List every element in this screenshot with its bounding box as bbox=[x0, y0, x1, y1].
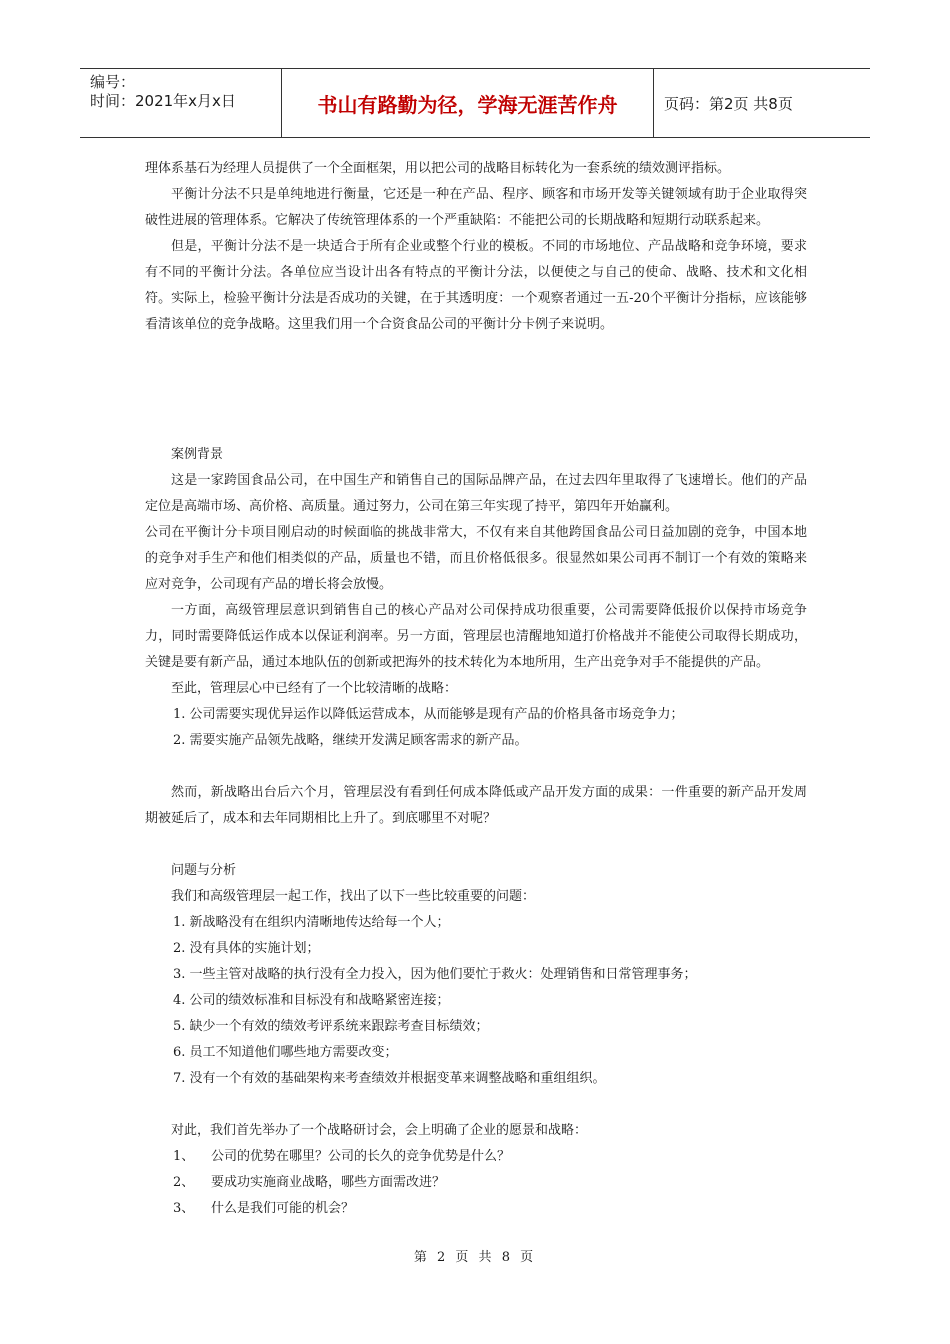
paragraph: 但是，平衡计分法不是一块适合于所有企业或整个行业的模板。不同的市场地位、产品战略和竞争环境，要求有不同的平衡计分法。各单位应当设计出各有特点的平衡计分法，以便使之与自己的使命、战略、技术和文化相符。实际上，检验平衡计分法是否成功的关键，在于其透明度：一个观察者通过一五-20个平衡计分指标，应该能够看清该单位的竞争战略。这里我们用一个合资食品公司的平衡计分卡例子来说明。 bbox=[145, 239, 807, 332]
list-item: 3. 一些主管对战略的执行没有全力投入，因为他们要忙于救火：处理销售和日常管理事务； bbox=[173, 967, 697, 982]
list-item: 7. 没有一个有效的基础架构来考查绩效并根据变革来调整战略和重组组织。 bbox=[173, 1071, 606, 1086]
list-item bbox=[145, 1196, 807, 1222]
list-item: 1. 新战略没有在组织内清晰地传达给每一个人； bbox=[173, 915, 450, 930]
list-item: 6. 员工不知道他们哪些地方需要改变； bbox=[173, 1045, 398, 1060]
list-item: 5. 缺少一个有效的绩效考评系统来跟踪考查目标绩效； bbox=[173, 1019, 489, 1034]
list-item: 2. 需要实施产品领先战略，继续开发满足顾客需求的新产品。 bbox=[173, 733, 528, 748]
paragraph: 至此，管理层心中已经有了一个比较清晰的战略： bbox=[171, 681, 458, 696]
list-item bbox=[145, 1144, 807, 1170]
paragraph: 我们和高级管理层一起工作，找出了以下一些比较重要的问题： bbox=[171, 889, 536, 904]
list-item: 2. 没有具体的实施计划； bbox=[173, 941, 320, 956]
list-item: 4. 公司的绩效标准和目标没有和战略紧密连接； bbox=[173, 993, 450, 1008]
footer-page-number: 第 2 页 共 8 页 bbox=[413, 1250, 537, 1265]
document-body bbox=[145, 156, 807, 1222]
paragraph: 对此，我们首先举办了一个战略研讨会，会上明确了企业的愿景和战略： bbox=[171, 1123, 588, 1138]
time-label: 时间：2021年x月x日 bbox=[90, 92, 236, 110]
number-label: 编号： bbox=[90, 73, 136, 91]
section-title: 问题与分析 bbox=[171, 863, 237, 878]
header-page-label: 页码：第2页 共8页 bbox=[664, 94, 793, 113]
paragraph: 理体系基石为经理人员提供了一个全面框架，用以把公司的战略目标转化为一套系统的绩效测评指标。 bbox=[145, 161, 731, 176]
list-text: 什么是我们可能的机会？ bbox=[211, 1201, 355, 1216]
list-text: 公司的优势在哪里？公司的长久的竞争优势是什么？ bbox=[211, 1149, 511, 1164]
paragraph: 然而，新战略出台后六个月，管理层没有看到任何成本降低或产品开发方面的成果：一件重要的新产品开发周期被延后了，成本和去年同期相比上升了。到底哪里不对呢？ bbox=[145, 785, 807, 826]
list-number: 1、 bbox=[173, 1149, 195, 1164]
section-title: 案例背景 bbox=[171, 447, 224, 462]
paragraph: 这是一家跨国食品公司，在中国生产和销售自己的国际品牌产品，在过去四年里取得了飞速增长。他们的产品定位是高端市场、高价格、高质量。通过努力，公司在第三年实现了持平，第四年开始赢利。 bbox=[145, 473, 807, 514]
list-item: 1. 公司需要实现优异运作以降低运营成本，从而能够是现有产品的价格具备市场竞争力； bbox=[173, 707, 684, 722]
list-number: 3、 bbox=[173, 1201, 195, 1216]
paragraph: 一方面，高级管理层意识到销售自己的核心产品对公司保持成功很重要，公司需要降低报价以保持市场竞争力，同时需要降低运作成本以保证利润率。另一方面，管理层也清醒地知道打价格战并不能使公司取得长期成功，关键是要有新产品，通过本地队伍的创新或把海外的技术转化为本地所用，生产出竞争对手不能提供的产品。 bbox=[145, 603, 807, 670]
paragraph: 平衡计分法不只是单纯地进行衡量，它还是一种在产品、程序、顾客和市场开发等关键领域有助于企业取得突破性进展的管理体系。它解决了传统管理体系的一个严重缺陷：不能把公司的长期战略和短期行动联系起来。 bbox=[145, 187, 807, 228]
page-footer bbox=[0, 1246, 950, 1265]
paragraph: 公司在平衡计分卡项目刚启动的时候面临的挑战非常大，不仅有来自其他跨国食品公司日益加剧的竞争，中国本地的竞争对手生产和他们相类似的产品，质量也不错，而且价格低很多。很显然如果公司再不制订一个有效的策略来应对竞争，公司现有产品的增长将会放慢。 bbox=[145, 525, 807, 592]
list-text: 要成功实施商业战略，哪些方面需改进？ bbox=[211, 1175, 446, 1190]
header-motto: 书山有路勤为径，学海无涯苦作舟 bbox=[282, 69, 654, 137]
list-item bbox=[145, 1170, 807, 1196]
header-meta bbox=[80, 69, 282, 137]
header-table bbox=[80, 68, 870, 138]
list-number: 2、 bbox=[173, 1175, 195, 1190]
